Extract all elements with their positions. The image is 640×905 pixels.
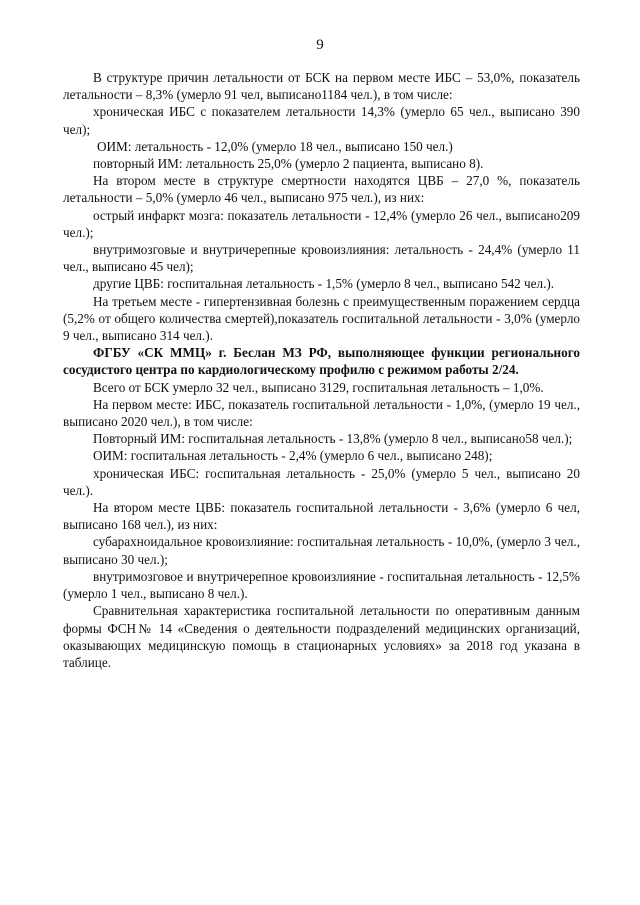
paragraph-acute-stroke: острый инфаркт мозга: показатель летальности - 12,4% (умерло 26 чел., выписано209 чел.); xyxy=(63,207,580,240)
paragraph-aim: ОИМ: летальность - 12,0% (умерло 18 чел., выписано 150 чел.) xyxy=(97,138,453,154)
section-heading-beslan: ФГБУ «СК ММЦ» г. Беслан МЗ РФ, выполняющее функции регионального сосудистого центра по кардиологическому профилю с режимом работы 2/24. xyxy=(63,345,580,378)
paragraph-repeat-mi: повторный ИМ: летальность 25,0% (умерло 2 пациента, выписано 8). xyxy=(93,156,484,172)
paragraph-beslan-ihd: На первом месте: ИБС, показатель госпитальной летальности - 1,0%, (умерло 19 чел., выписано 2020 чел.), в том числе: xyxy=(63,396,580,430)
paragraph-beslan-aim: ОИМ: госпитальная летальность - 2,4% (умерло 6 чел., выписано 248); xyxy=(93,448,493,464)
paragraph-chronic-ihd: хроническая ИБС с показателем летальности 14,3% (умерло 65 чел., выписано 390 чел); xyxy=(63,104,580,137)
paragraph-beslan-cvd: На втором месте ЦВБ: показатель госпитальной летальности - 3,6% (умерло 6 чел, выписано 168 чел.), из них: xyxy=(63,500,580,533)
paragraph-beslan-repeat-mi: Повторный ИМ: госпитальная летальность - 13,8% (умерло 8 чел., выписано58 чел.); xyxy=(93,431,573,447)
document-body xyxy=(63,69,580,671)
paragraph-beslan-total: Всего от БСК умерло 32 чел., выписано 3129, госпитальная летальность – 1,0%. xyxy=(93,379,544,395)
paragraph-beslan-sah: субарахноидальное кровоизлияние: госпитальная летальность - 10,0%, (умерло 3 чел., выписано 30 чел.); xyxy=(63,534,580,567)
paragraph-ihd-structure: В структуре причин летальности от БСК на первом месте ИБС – 53,0%, показатель летальности – 8,3% (умерло 91 чел, выписано1184 чел.), в том числе: xyxy=(63,70,580,103)
page-number: 9 xyxy=(316,37,324,53)
paragraph-hypertension-third: На третьем месте - гипертензивная болезнь с преимущественным поражением сердца (5,2% от общего количества смертей),показатель госпитальной летальности - 3,0% (умерло 9 чел., выписано 314 чел.). xyxy=(63,293,580,344)
paragraph-beslan-chronic-ihd: хроническая ИБС: госпитальная летальность - 25,0% (умерло 5 чел., выписано 20 чел.). xyxy=(63,465,580,498)
paragraph-comparison: Сравнительная характеристика госпитальной летальности по оперативным данным формы ФСН№ 14 «Сведения о деятельности подразделений медицинских организаций, оказывающих медицинскую помощь в стационарных условиях» за 2018 год указана в таблице. xyxy=(63,603,580,670)
paragraph-other-cvd: другие ЦВБ: госпитальная летальность - 1,5% (умерло 8 чел., выписано 542 чел.). xyxy=(93,276,555,292)
paragraph-cvd-second: На втором месте в структуре смертности находятся ЦВБ – 27,0 %, показатель летальности – 5,0% (умерло 46 чел., выписано 975 чел.), из них: xyxy=(63,173,580,206)
paragraph-beslan-ich: внутримозговое и внутричерепное кровоизлияние - госпитальная летальность - 12,5% (умерло 1 чел., выписано 8 чел.). xyxy=(63,568,580,602)
paragraph-hemorrhages: внутримозговые и внутричерепные кровоизлияния: летальность - 24,4% (умерло 11 чел., выписано 45 чел); xyxy=(63,242,580,275)
